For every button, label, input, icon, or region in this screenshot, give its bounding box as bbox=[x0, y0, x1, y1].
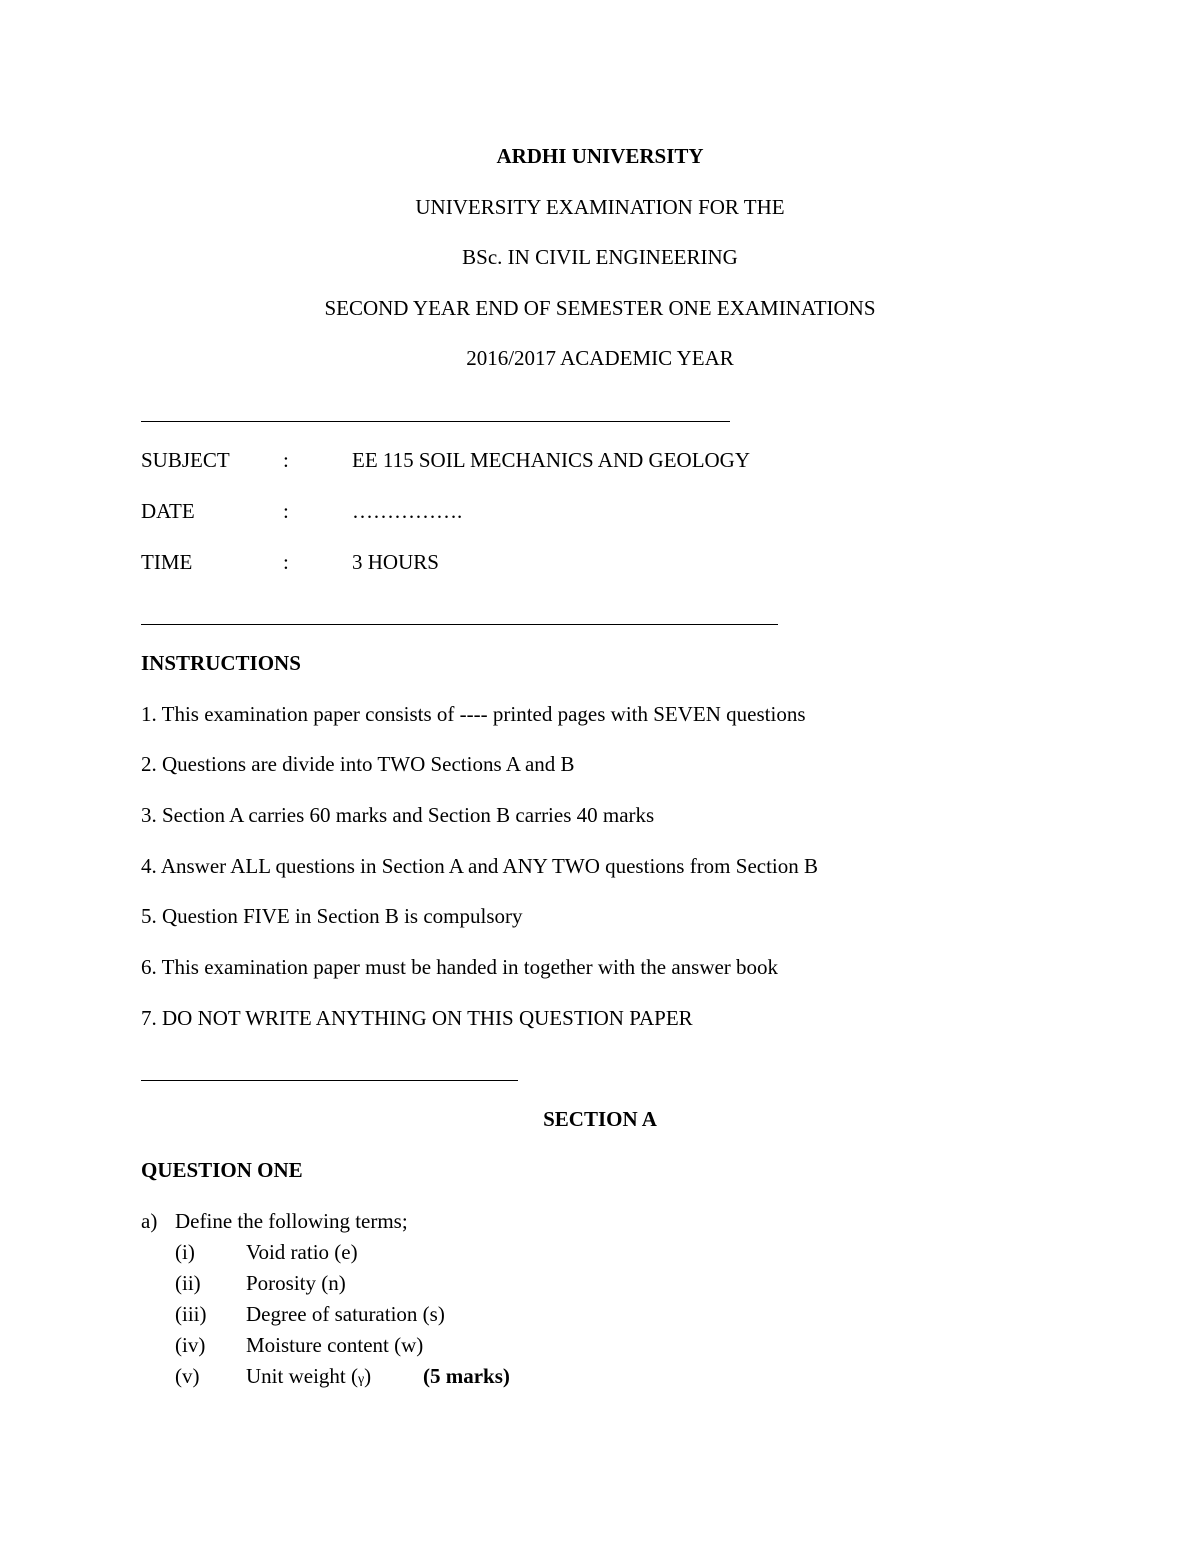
divider-bottom bbox=[141, 1080, 518, 1081]
instruction-item: 5. Question FIVE in Section B is compulsory bbox=[141, 904, 523, 928]
university-name: ARDHI UNIVERSITY bbox=[496, 144, 704, 168]
gamma-symbol: γ bbox=[357, 1372, 365, 1387]
date-value: ……………. bbox=[352, 499, 463, 523]
part-a-label: a) bbox=[141, 1209, 158, 1233]
term-number: (v) bbox=[175, 1364, 200, 1388]
date-colon: : bbox=[283, 499, 289, 523]
instruction-item: 3. Section A carries 60 marks and Section B carries 40 marks bbox=[141, 803, 655, 827]
instruction-item: 7. DO NOT WRITE ANYTHING ON THIS QUESTION PAPER bbox=[141, 1006, 693, 1030]
subject-label: SUBJECT bbox=[141, 448, 230, 472]
term-text-unit-weight bbox=[246, 1366, 371, 1387]
question-title: QUESTION ONE bbox=[141, 1158, 303, 1182]
term-text: Unit weight ( bbox=[246, 1364, 358, 1388]
divider-middle bbox=[141, 624, 778, 625]
date-label: DATE bbox=[141, 499, 195, 523]
term-number: (iii) bbox=[175, 1302, 207, 1326]
part-a-prompt: Define the following terms; bbox=[175, 1209, 408, 1233]
subject-colon: : bbox=[283, 448, 289, 472]
term-text: Degree of saturation (s) bbox=[246, 1302, 445, 1326]
term-text: Porosity (n) bbox=[246, 1271, 346, 1295]
term-number: (iv) bbox=[175, 1333, 206, 1357]
subject-value: EE 115 SOIL MECHANICS AND GEOLOGY bbox=[352, 448, 751, 472]
term-text: Void ratio (e) bbox=[246, 1240, 358, 1264]
time-label: TIME bbox=[141, 550, 193, 574]
instruction-item: 6. This examination paper must be handed in together with the answer book bbox=[141, 955, 779, 979]
time-value: 3 HOURS bbox=[352, 550, 439, 574]
instruction-item: 2. Questions are divide into TWO Sections A and B bbox=[141, 752, 575, 776]
instructions-heading: INSTRUCTIONS bbox=[141, 651, 301, 675]
exam-for: UNIVERSITY EXAMINATION FOR THE bbox=[415, 195, 785, 219]
exam-name: SECOND YEAR END OF SEMESTER ONE EXAMINATIONS bbox=[324, 296, 876, 320]
instruction-item: 4. Answer ALL questions in Section A and ANY TWO questions from Section B bbox=[141, 854, 819, 878]
instruction-item: 1. This examination paper consists of ---- printed pages with SEVEN questions bbox=[141, 702, 806, 726]
term-text-close: ) bbox=[364, 1364, 372, 1388]
marks-label: (5 marks) bbox=[423, 1364, 510, 1388]
time-colon: : bbox=[283, 550, 289, 574]
term-number: (i) bbox=[175, 1240, 195, 1264]
section-title: SECTION A bbox=[543, 1107, 657, 1131]
divider-top bbox=[141, 421, 730, 422]
term-text: Moisture content (w) bbox=[246, 1333, 424, 1357]
term-number: (ii) bbox=[175, 1271, 201, 1295]
academic-year: 2016/2017 ACADEMIC YEAR bbox=[466, 346, 734, 370]
program-name: BSc. IN CIVIL ENGINEERING bbox=[462, 245, 738, 269]
